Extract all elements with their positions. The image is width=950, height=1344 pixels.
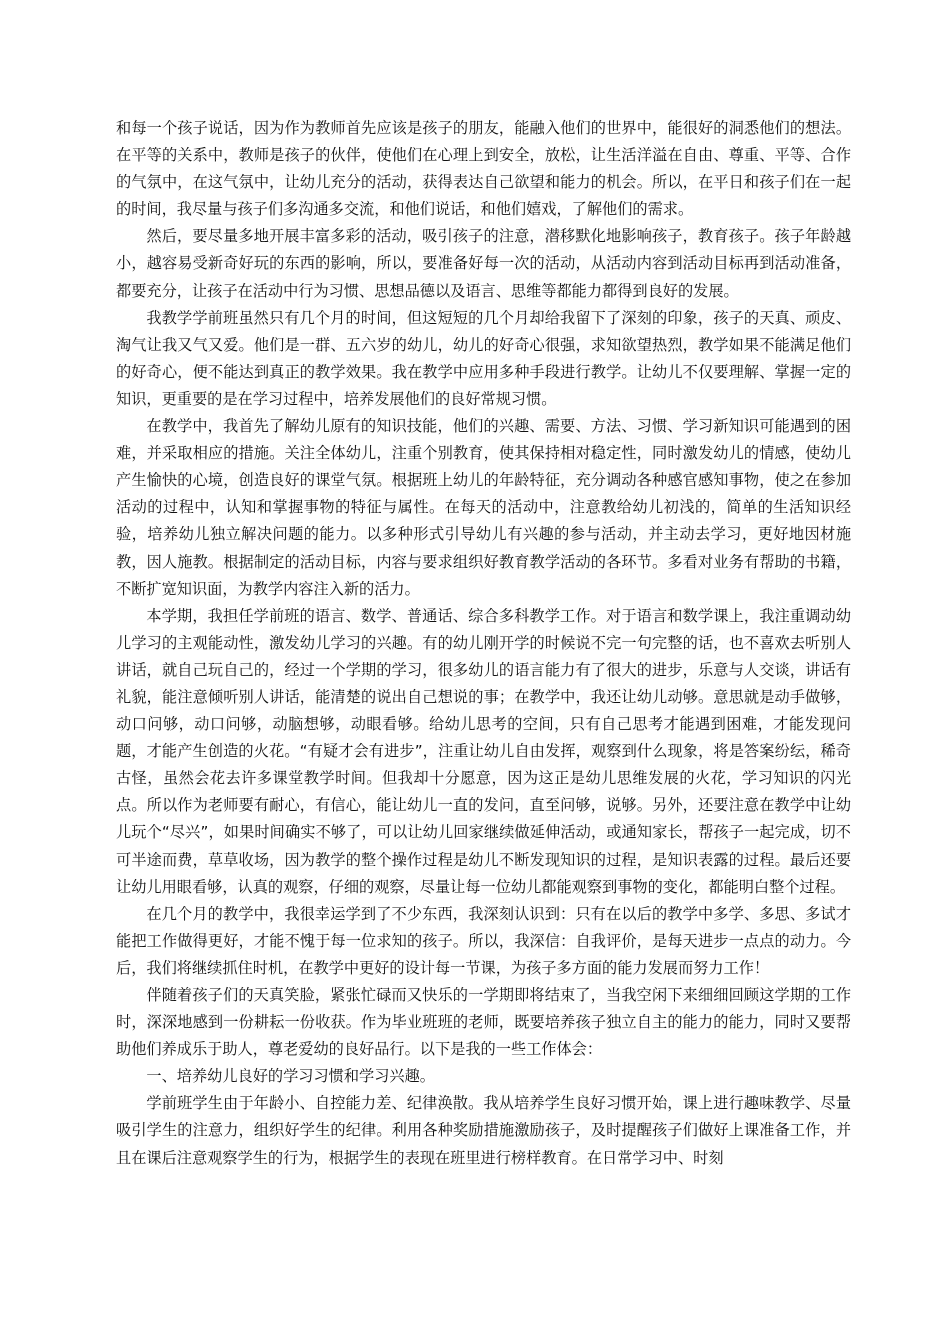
section-heading: 一、培养幼儿良好的学习习惯和学习兴趣。 — [146, 1067, 435, 1086]
paragraph: 学前班学生由于年龄小、自控能力差、纪律涣散。我从培养学生良好习惯开始，课上进行趣味教学、尽量吸引学生的注意力，组织好学生的纪律。利用各种奖励措施激励孩子，及时提醒孩子们做好上课准备工作，并且在课后注意观察学生的行为，根据学生的表现在班里进行榜样教育。在日常学习中、时刻 — [116, 1094, 851, 1167]
document-page — [116, 115, 851, 1172]
paragraph: 和每一个孩子说话，因为作为教师首先应该是孩子的朋友，能融入他们的世界中，能很好的洞悉他们的想法。在平等的关系中，教师是孩子的伙伴，使他们在心理上到安全，放松，让生活洋溢在自由、尊重、平等、合作的气氛中，在这气氛中，让幼儿充分的活动，获得表达自己欲望和能力的机会。所以，在平日和孩子们在一起的时间，我尽量与孩子们多沟通多交流，和他们说话，和他们嬉戏，了解他们的需求。 — [116, 119, 851, 219]
paragraph: 然后，要尽量多地开展丰富多彩的活动，吸引孩子的注意，潜移默化地影响孩子，教育孩子。孩子年龄越小，越容易受新奇好玩的东西的影响，所以，要准备好每一次的活动，从活动内容到活动目标再到活动准备，都要充分，让孩子在活动中行为习惯、思想品德以及语言、思维等都能力都得到良好的发展。 — [116, 227, 851, 300]
paragraph: 伴随着孩子们的天真笑脸，紧张忙碌而又快乐的一学期即将结束了，当我空闲下来细细回顾这学期的工作时，深深地感到一份耕耘一份收获。作为毕业班班的老师，既要培养孩子独立自主的能力的能力，同时又要帮助他们养成乐于助人，尊老爱幼的良好品行。以下是我的一些工作体会： — [116, 986, 851, 1059]
paragraph: 我教学学前班虽然只有几个月的时间，但这短短的几个月却给我留下了深刻的印象，孩子的天真、顽皮、淘气让我又气又爱。他们是一群、五六岁的幼儿，幼儿的好奇心很强，求知欲望热烈，教学如果不能满足他们的好奇心，便不能达到真正的教学效果。我在教学中应用多种手段进行教学。让幼儿不仅要理解、掌握一定的知识，更重要的是在学习过程中，培养发展他们的良好常规习惯。 — [116, 308, 851, 408]
paragraph: 本学期，我担任学前班的语言、数学、普通话、综合多科教学工作。对于语言和数学课上，我注重调动幼儿学习的主观能动性，激发幼儿学习的兴趣。有的幼儿刚开学的时候说不完一句完整的话，也不喜欢去听别人讲话，就自己玩自己的，经过一个学期的学习，很多幼儿的语言能力有了很大的进步，乐意与人交谈，讲话有礼貌，能注意倾听别人讲话，能清楚的说出自己想说的事；在教学中，我还让幼儿动够。意思就是动手做够，动口问够，动口问够，动脑想够，动眼看够。给幼儿思考的空间，只有自己思考才能遇到困难，才能发现问题，才能产生创造的火花。“有疑才会有进步”，注重让幼儿自由发挥，观察到什么现象，将是答案纷纭，稀奇古怪，虽然会花去许多课堂教学时间。但我却十分愿意，因为这正是幼儿思维发展的火花，学习知识的闪光点。所以作为老师要有耐心，有信心，能让幼儿一直的发问，直至问够，说够。另外，还要注意在教学中让幼儿玩个“尽兴”，如果时间确实不够了，可以让幼儿回家继续做延伸活动，或通知家长，帮孩子一起完成，切不可半途而费，草草收场，因为教学的整个操作过程是幼儿不断发现知识的过程，是知识表露的过程。最后还要让幼儿用眼看够，认真的观察，仔细的观察，尽量让每一位幼儿都能观察到事物的变化，都能明白整个过程。 — [116, 606, 851, 896]
paragraph: 在教学中，我首先了解幼儿原有的知识技能，他们的兴趣、需要、方法、习惯、学习新知识可能遇到的困难，并采取相应的措施。关注全体幼儿，注重个别教育，使其保持相对稳定性，同时激发幼儿的情感，使幼儿产生愉快的心境，创造良好的课堂气氛。根据班上幼儿的年龄特征，充分调动各种感官感知事物，使之在参加活动的过程中，认知和掌握事物的特征与属性。在每天的活动中，注意教给幼儿初浅的，简单的生活知识经验，培养幼儿独立解决问题的能力。以多种形式引导幼儿有兴趣的参与活动，并主动去学习，更好地因材施教，因人施教。根据制定的活动目标，内容与要求组织好教育教学活动的各环节。多看对业务有帮助的书籍，不断扩宽知识面，为教学内容注入新的活力。 — [116, 417, 851, 598]
paragraph: 在几个月的教学中，我很幸运学到了不少东西，我深刻认识到：只有在以后的教学中多学、多思、多试才能把工作做得更好，才能不愧于每一位求知的孩子。所以，我深信：自我评价，是每天进步一点点的动力。今后，我们将继续抓住时机，在教学中更好的设计每一节课，为孩子多方面的能力发展而努力工作！ — [116, 904, 851, 977]
